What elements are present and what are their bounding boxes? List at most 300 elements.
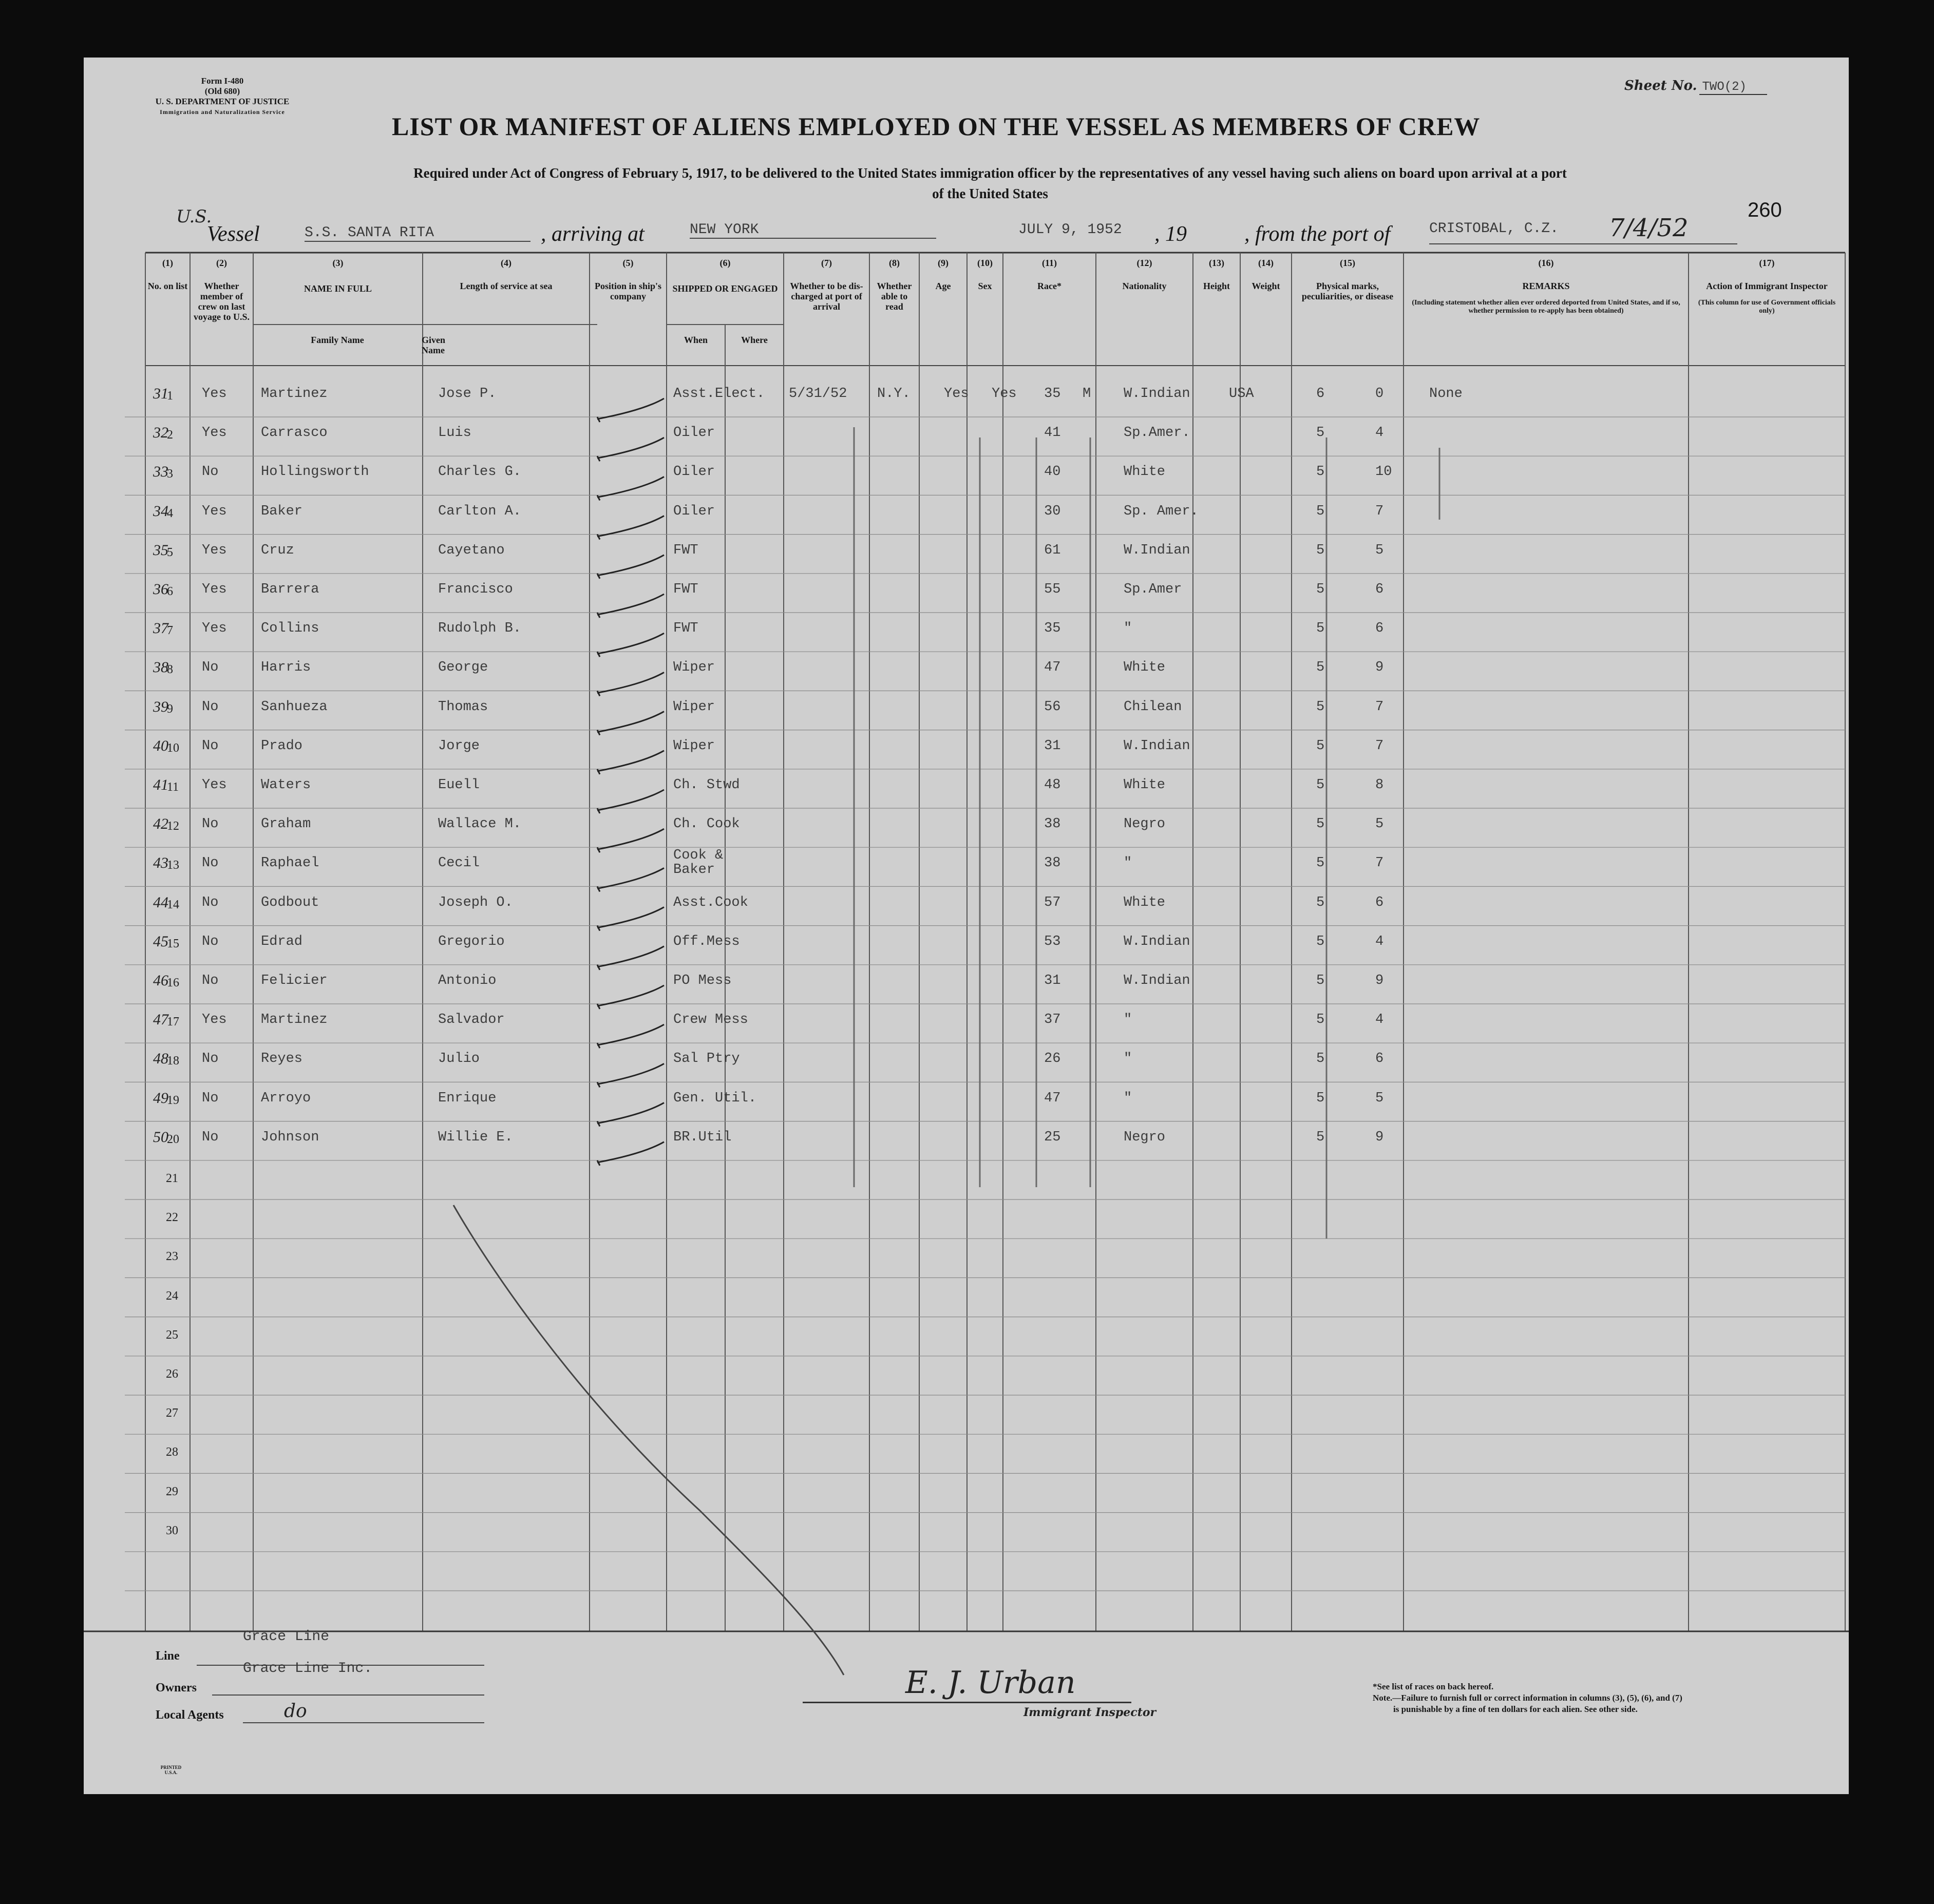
row-number: 18	[167, 1054, 179, 1068]
cell-given: Willie E.	[438, 1129, 513, 1145]
empty-row-number: 25	[166, 1328, 178, 1342]
cell-height: 5	[1316, 973, 1325, 988]
cell-position: FWT	[673, 621, 698, 637]
vessel-value: S.S. SANTA RITA	[305, 225, 530, 242]
column-header: Height	[1203, 281, 1230, 291]
cell-age: 48	[1044, 777, 1061, 793]
handwritten-row-number: 50	[153, 1128, 168, 1146]
sheet-number	[1624, 78, 1778, 94]
cell-position: Crew Mess	[673, 1012, 748, 1028]
column-number: (15)	[1340, 258, 1355, 268]
cell-weight: 8	[1375, 777, 1384, 793]
table-row	[84, 616, 1849, 655]
cell-age: 57	[1044, 894, 1061, 910]
row-number: 19	[167, 1093, 179, 1107]
subtitle	[207, 160, 1773, 201]
cell-age: 35	[1044, 386, 1061, 402]
table-row	[84, 850, 1849, 889]
cell-race: White	[1124, 660, 1166, 676]
cell-family: Sanhueza	[261, 699, 328, 715]
column-header-note: (Including statement whether alien ever ordered deported from United States, and if so, whether permission to re-apply has been obtained)	[1412, 299, 1680, 315]
cell-prev: No	[202, 738, 219, 754]
handwritten-row-number: 41	[153, 776, 168, 793]
subtitle-line-1: Required under Act of Congress of February 5, 1917, to be delivered to the United States immigration officer by the representatives of any vessel having such aliens on board upon arrival at a port	[413, 165, 1567, 181]
subtitle-line-2: of the United States	[932, 186, 1048, 201]
cell-race: "	[1124, 1012, 1132, 1028]
agents-underline	[243, 1722, 484, 1723]
cell-family: Collins	[261, 621, 319, 637]
table-row	[84, 929, 1849, 968]
agents-value: do	[284, 1701, 307, 1722]
cell-sex: M	[1083, 386, 1091, 402]
cell-prev: No	[202, 1129, 219, 1145]
cell-race: Chilean	[1124, 699, 1182, 715]
handwritten-row-number: 46	[153, 972, 168, 989]
cell-family: Martinez	[261, 386, 328, 402]
empty-row-number: 30	[166, 1524, 178, 1537]
cell-position: Wiper	[673, 738, 715, 754]
cell-nationality: USA	[1229, 386, 1254, 402]
cell-given: Cayetano	[438, 542, 505, 558]
cell-height: 5	[1316, 1012, 1325, 1028]
cell-race: W.Indian	[1124, 386, 1190, 402]
cell-family: Waters	[261, 777, 311, 793]
date-value: JULY 9, 1952	[1018, 222, 1122, 238]
service: Immigration and Naturalization Service	[160, 108, 285, 116]
cell-family: Edrad	[261, 934, 303, 949]
cell-weight: 5	[1375, 542, 1384, 558]
column-subheader: Family Name	[311, 335, 364, 345]
column-header: Whether to be dis-charged at port of arrival	[790, 281, 863, 312]
cell-race: W.Indian	[1124, 973, 1190, 988]
cell-family: Harris	[261, 660, 311, 676]
row-number: 14	[167, 898, 179, 911]
cell-family: Hollingsworth	[261, 464, 369, 480]
table-row	[84, 499, 1849, 538]
cell-prev: Yes	[202, 503, 227, 519]
column-header: Whether able to read	[877, 281, 912, 312]
inspector-signature: E. J. Urban	[905, 1665, 1076, 1701]
row-number: 20	[167, 1132, 179, 1146]
empty-row-number: 21	[166, 1172, 178, 1185]
table-row	[84, 655, 1849, 694]
cell-family: Carrasco	[261, 425, 328, 441]
cell-position: FWT	[673, 582, 698, 597]
cell-position: Gen. Util.	[673, 1090, 757, 1106]
form-old: (Old 680)	[204, 86, 240, 96]
race-note: *See list of races on back hereof.	[1373, 1682, 1494, 1691]
cell-prev: Yes	[202, 777, 227, 793]
column-number: (13)	[1209, 258, 1224, 268]
handwritten-row-number: 34	[153, 502, 168, 520]
from-port-underline	[1429, 243, 1737, 244]
row-number: 12	[167, 820, 179, 833]
form-number: Form I-480	[201, 76, 244, 86]
cell-weight: 7	[1375, 699, 1384, 715]
column-number: (3)	[332, 258, 344, 268]
cell-prev: No	[202, 660, 219, 676]
cell-age: 26	[1044, 1051, 1061, 1067]
cell-given: Jorge	[438, 738, 480, 754]
table-row	[84, 538, 1849, 577]
cell-weight: 4	[1375, 934, 1384, 949]
cell-family: Prado	[261, 738, 303, 754]
empty-row-number: 27	[166, 1406, 178, 1420]
table-row	[84, 811, 1849, 850]
cell-family: Johnson	[261, 1129, 319, 1145]
column-header: Length of service at sea	[460, 281, 553, 291]
cell-position: Wiper	[673, 660, 715, 676]
cell-weight: 6	[1375, 582, 1384, 597]
cell-age: 53	[1044, 934, 1061, 949]
empty-row-number: 29	[166, 1484, 178, 1498]
penalty-note-1: Note.—Failure to furnish full or correct information in columns (3), (5), (6), and (7)	[1373, 1693, 1682, 1703]
cell-given: Luis	[438, 425, 471, 441]
cell-weight: 7	[1375, 738, 1384, 754]
empty-row-number: 28	[166, 1445, 178, 1459]
empty-row-number: 23	[166, 1250, 178, 1264]
cell-prev: No	[202, 855, 219, 871]
row-number: 7	[167, 624, 173, 638]
cell-position: PO Mess	[673, 973, 732, 988]
column-header: Race*	[1037, 281, 1061, 291]
cell-height: 5	[1316, 816, 1325, 832]
cell-prev: Yes	[202, 542, 227, 558]
cell-position: Oiler	[673, 464, 715, 480]
signature-line	[803, 1702, 1131, 1703]
cell-weight: 4	[1375, 425, 1384, 441]
column-header: Action of Immigrant Inspector	[1706, 281, 1828, 291]
column-number: (6)	[719, 258, 731, 268]
cell-weight: 9	[1375, 660, 1384, 676]
cell-given: Julio	[438, 1051, 480, 1067]
table-row	[84, 733, 1849, 772]
handwritten-date: 7/4/52	[1609, 214, 1689, 242]
cell-weight: 9	[1375, 973, 1384, 988]
row-number: 9	[167, 702, 173, 716]
cell-height: 5	[1316, 464, 1325, 480]
table-row	[84, 1007, 1849, 1046]
cell-height: 5	[1316, 1051, 1325, 1067]
cell-prev: Yes	[202, 386, 227, 402]
cell-race: W.Indian	[1124, 542, 1190, 558]
row-number: 2	[167, 428, 173, 442]
cell-weight: 9	[1375, 1129, 1384, 1145]
table-row	[84, 1086, 1849, 1125]
handwritten-row-number: 32	[153, 424, 168, 442]
cell-family: Godbout	[261, 894, 319, 910]
cell-age: 40	[1044, 464, 1061, 480]
cell-age: 47	[1044, 660, 1061, 676]
cell-position: Sal Ptry	[673, 1051, 740, 1067]
cell-prev: Yes	[202, 621, 227, 637]
column-header: No. on list	[147, 281, 188, 291]
cell-given: Thomas	[438, 699, 488, 715]
footer	[156, 1629, 1799, 1783]
cell-family: Martinez	[261, 1012, 328, 1028]
cell-weight: 0	[1375, 386, 1384, 402]
cell-given: Charles G.	[438, 464, 522, 480]
cell-given: Salvador	[438, 1012, 505, 1028]
handwritten-row-number: 33	[153, 463, 168, 481]
sheet-label: Sheet No.	[1624, 78, 1697, 93]
column-subheader: Where	[741, 335, 768, 345]
cell-weight: 7	[1375, 855, 1384, 871]
column-subheader: Given Name	[422, 335, 446, 355]
cell-age: 31	[1044, 738, 1061, 754]
cell-age: 37	[1044, 1012, 1061, 1028]
row-number: 11	[167, 780, 179, 794]
cell-age: 56	[1044, 699, 1061, 715]
handwritten-row-number: 36	[153, 581, 168, 598]
cell-family: Raphael	[261, 855, 319, 871]
cell-prev: No	[202, 1090, 219, 1106]
cell-race: Negro	[1124, 816, 1166, 832]
cell-prev: Yes	[202, 1012, 227, 1028]
cell-family: Cruz	[261, 542, 294, 558]
column-number: (4)	[501, 258, 511, 268]
cell-when: 5/31/52	[789, 386, 847, 402]
cell-race: "	[1124, 855, 1132, 871]
handwritten-row-number: 35	[153, 541, 168, 559]
cell-prev: No	[202, 894, 219, 910]
cell-age: 38	[1044, 816, 1061, 832]
column-header: Weight	[1252, 281, 1280, 291]
cell-weight: 6	[1375, 1051, 1384, 1067]
cell-position: Asst.Cook	[673, 894, 748, 910]
department: U. S. DEPARTMENT OF JUSTICE	[155, 97, 290, 106]
column-header: Whether member of crew on last voyage to U.S.	[194, 281, 250, 322]
cell-race: Sp. Amer.	[1124, 503, 1199, 519]
cell-race: "	[1124, 1051, 1132, 1067]
cell-given: Gregorio	[438, 934, 505, 949]
cell-prev: Yes	[202, 582, 227, 597]
cell-position: Cook & Baker	[673, 848, 724, 878]
column-number: (5)	[622, 258, 634, 268]
row-number: 6	[167, 585, 173, 598]
printer-mark: PRINTED U.S.A.	[160, 1765, 182, 1775]
handwritten-row-number: 44	[153, 893, 168, 911]
cell-position: Ch. Stwd	[673, 777, 740, 793]
sheet-value: TWO(2)	[1699, 80, 1767, 95]
cell-height: 5	[1316, 1129, 1325, 1145]
line-label: Line	[156, 1649, 180, 1663]
handwritten-row-number: 47	[153, 1011, 168, 1029]
line-value: Grace Line	[243, 1629, 330, 1645]
cell-weight: 5	[1375, 816, 1384, 832]
handwritten-row-number: 37	[153, 620, 168, 637]
cell-prev: No	[202, 934, 219, 949]
cell-age: 35	[1044, 621, 1061, 637]
handwritten-row-number: 39	[153, 698, 168, 715]
cell-position: BR.Util	[673, 1129, 732, 1145]
column-header: Age	[935, 281, 951, 291]
cell-height: 5	[1316, 738, 1325, 754]
cell-family: Felicier	[261, 973, 328, 988]
cell-race: White	[1124, 894, 1166, 910]
inspector-label: Immigrant Inspector	[1023, 1706, 1156, 1719]
row-number: 17	[167, 1015, 179, 1029]
vessel-line	[176, 206, 1768, 247]
row-number: 13	[167, 859, 179, 872]
cell-given: George	[438, 660, 488, 676]
cell-prev: No	[202, 816, 219, 832]
column-header: SHIPPED OR ENGAGED	[672, 283, 778, 294]
cell-position: Oiler	[673, 425, 715, 441]
cell-age: 47	[1044, 1090, 1061, 1106]
cell-race: White	[1124, 464, 1166, 480]
empty-row-number: 24	[166, 1289, 178, 1303]
cell-given: Cecil	[438, 855, 480, 871]
cell-family: Reyes	[261, 1051, 303, 1067]
empty-row-number: 26	[166, 1367, 178, 1381]
handwritten-row-number: 38	[153, 659, 168, 676]
column-header: NAME IN FULL	[304, 283, 372, 294]
row-number: 5	[167, 545, 173, 559]
cell-discharged: Yes	[944, 386, 969, 402]
handwritten-row-number: 31	[153, 385, 168, 402]
cell-age: 61	[1044, 542, 1061, 558]
handwritten-row-number: 40	[153, 737, 168, 754]
cell-height: 5	[1316, 699, 1325, 715]
table-row	[84, 1125, 1849, 1164]
empty-row-number: 22	[166, 1211, 178, 1225]
cell-position: Ch. Cook	[673, 816, 740, 832]
column-number: (8)	[889, 258, 900, 268]
column-number: (17)	[1759, 258, 1775, 268]
column-header: Sex	[978, 281, 992, 291]
table-row	[84, 420, 1849, 459]
row-number: 10	[167, 741, 179, 755]
cell-position: FWT	[673, 542, 698, 558]
pencil-stroke	[453, 1205, 844, 1675]
cell-given: Joseph O.	[438, 894, 513, 910]
handwritten-row-number: 45	[153, 932, 168, 950]
column-header: Position in ship's company	[594, 281, 662, 301]
column-number: (7)	[821, 258, 832, 268]
cell-race: "	[1124, 1090, 1132, 1106]
column-header: Nationality	[1122, 281, 1167, 291]
cell-position: Wiper	[673, 699, 715, 715]
vessel-label: Vessel	[207, 222, 260, 246]
owners-label: Owners	[156, 1681, 197, 1694]
cell-given: Euell	[438, 777, 480, 793]
table-row	[84, 1046, 1849, 1085]
agents-label: Local Agents	[156, 1708, 224, 1722]
cell-height: 5	[1316, 894, 1325, 910]
cell-given: Wallace M.	[438, 816, 522, 832]
column-header: Physical marks, peculiarities, or disease	[1301, 281, 1394, 301]
cell-age: 38	[1044, 855, 1061, 871]
arriving-value: NEW YORK	[690, 222, 936, 239]
cell-read: Yes	[992, 386, 1017, 402]
from-port-label: , from the port of	[1244, 222, 1391, 246]
row-number: 3	[167, 467, 173, 481]
cell-race: Negro	[1124, 1129, 1166, 1145]
row-number: 15	[167, 937, 179, 950]
form-id-block	[150, 76, 294, 117]
cell-age: 55	[1044, 582, 1061, 597]
cell-age: 30	[1044, 503, 1061, 519]
cell-race: W.Indian	[1124, 738, 1190, 754]
column-number: (11)	[1042, 258, 1057, 268]
manifest-page	[84, 58, 1849, 1794]
year-label: , 19	[1154, 222, 1187, 246]
row-number: 4	[167, 506, 173, 520]
cell-weight: 4	[1375, 1012, 1384, 1028]
cell-height: 5	[1316, 425, 1325, 441]
cell-family: Barrera	[261, 582, 319, 597]
table-row	[84, 577, 1849, 616]
cell-weight: 6	[1375, 621, 1384, 637]
row-number: 16	[167, 976, 179, 989]
cell-given: Rudolph B.	[438, 621, 522, 637]
from-port-value: CRISTOBAL, C.Z.	[1429, 221, 1559, 237]
cell-position: Asst.Elect.	[673, 386, 765, 402]
handwritten-row-number: 42	[153, 815, 168, 833]
cell-race: Sp.Amer	[1124, 582, 1182, 597]
cell-given: Carlton A.	[438, 503, 522, 519]
cell-height: 5	[1316, 503, 1325, 519]
cell-height: 5	[1316, 621, 1325, 637]
cell-weight: 5	[1375, 1090, 1384, 1106]
column-header-note: (This column for use of Government officials only)	[1698, 299, 1836, 315]
cell-height: 5	[1316, 855, 1325, 871]
cell-prev: Yes	[202, 425, 227, 441]
cell-position: Oiler	[673, 503, 715, 519]
page-stamp: 260	[1748, 199, 1782, 221]
cell-weight: 7	[1375, 503, 1384, 519]
cell-prev: No	[202, 1051, 219, 1067]
page-title: LIST OR MANIFEST OF ALIENS EMPLOYED ON THE VESSEL AS MEMBERS OF CREW	[392, 112, 1481, 141]
cell-weight: 10	[1375, 464, 1392, 480]
row-number: 8	[167, 663, 173, 677]
table-row	[84, 890, 1849, 929]
table-row	[84, 968, 1849, 1007]
vessel-prefix: U.S.	[176, 206, 212, 227]
cell-height: 5	[1316, 1090, 1325, 1106]
cell-age: 25	[1044, 1129, 1061, 1145]
cell-race: Sp.Amer.	[1124, 425, 1190, 441]
column-header: REMARKS	[1522, 281, 1570, 291]
cell-given: Francisco	[438, 582, 513, 597]
cell-given: Antonio	[438, 973, 497, 988]
cell-where: N.Y.	[877, 386, 911, 402]
cell-position: Off.Mess	[673, 934, 740, 949]
cell-weight: 6	[1375, 894, 1384, 910]
column-number: (9)	[938, 258, 949, 268]
arriving-label: , arriving at	[541, 222, 644, 246]
cell-prev: No	[202, 699, 219, 715]
table-row	[84, 772, 1849, 811]
column-number: (10)	[977, 258, 993, 268]
handwritten-row-number: 48	[153, 1050, 168, 1068]
cell-family: Graham	[261, 816, 311, 832]
column-subheader: When	[684, 335, 708, 345]
column-number: (1)	[162, 258, 173, 268]
cell-race: "	[1124, 621, 1132, 637]
cell-height: 5	[1316, 934, 1325, 949]
cell-family: Arroyo	[261, 1090, 311, 1106]
cell-height: 5	[1316, 542, 1325, 558]
cell-marks: None	[1429, 386, 1463, 402]
cell-age: 41	[1044, 425, 1061, 441]
cell-height: 5	[1316, 582, 1325, 597]
column-number: (14)	[1258, 258, 1274, 268]
cell-height: 5	[1316, 777, 1325, 793]
handwritten-row-number: 49	[153, 1089, 168, 1107]
row-number: 1	[167, 389, 173, 403]
